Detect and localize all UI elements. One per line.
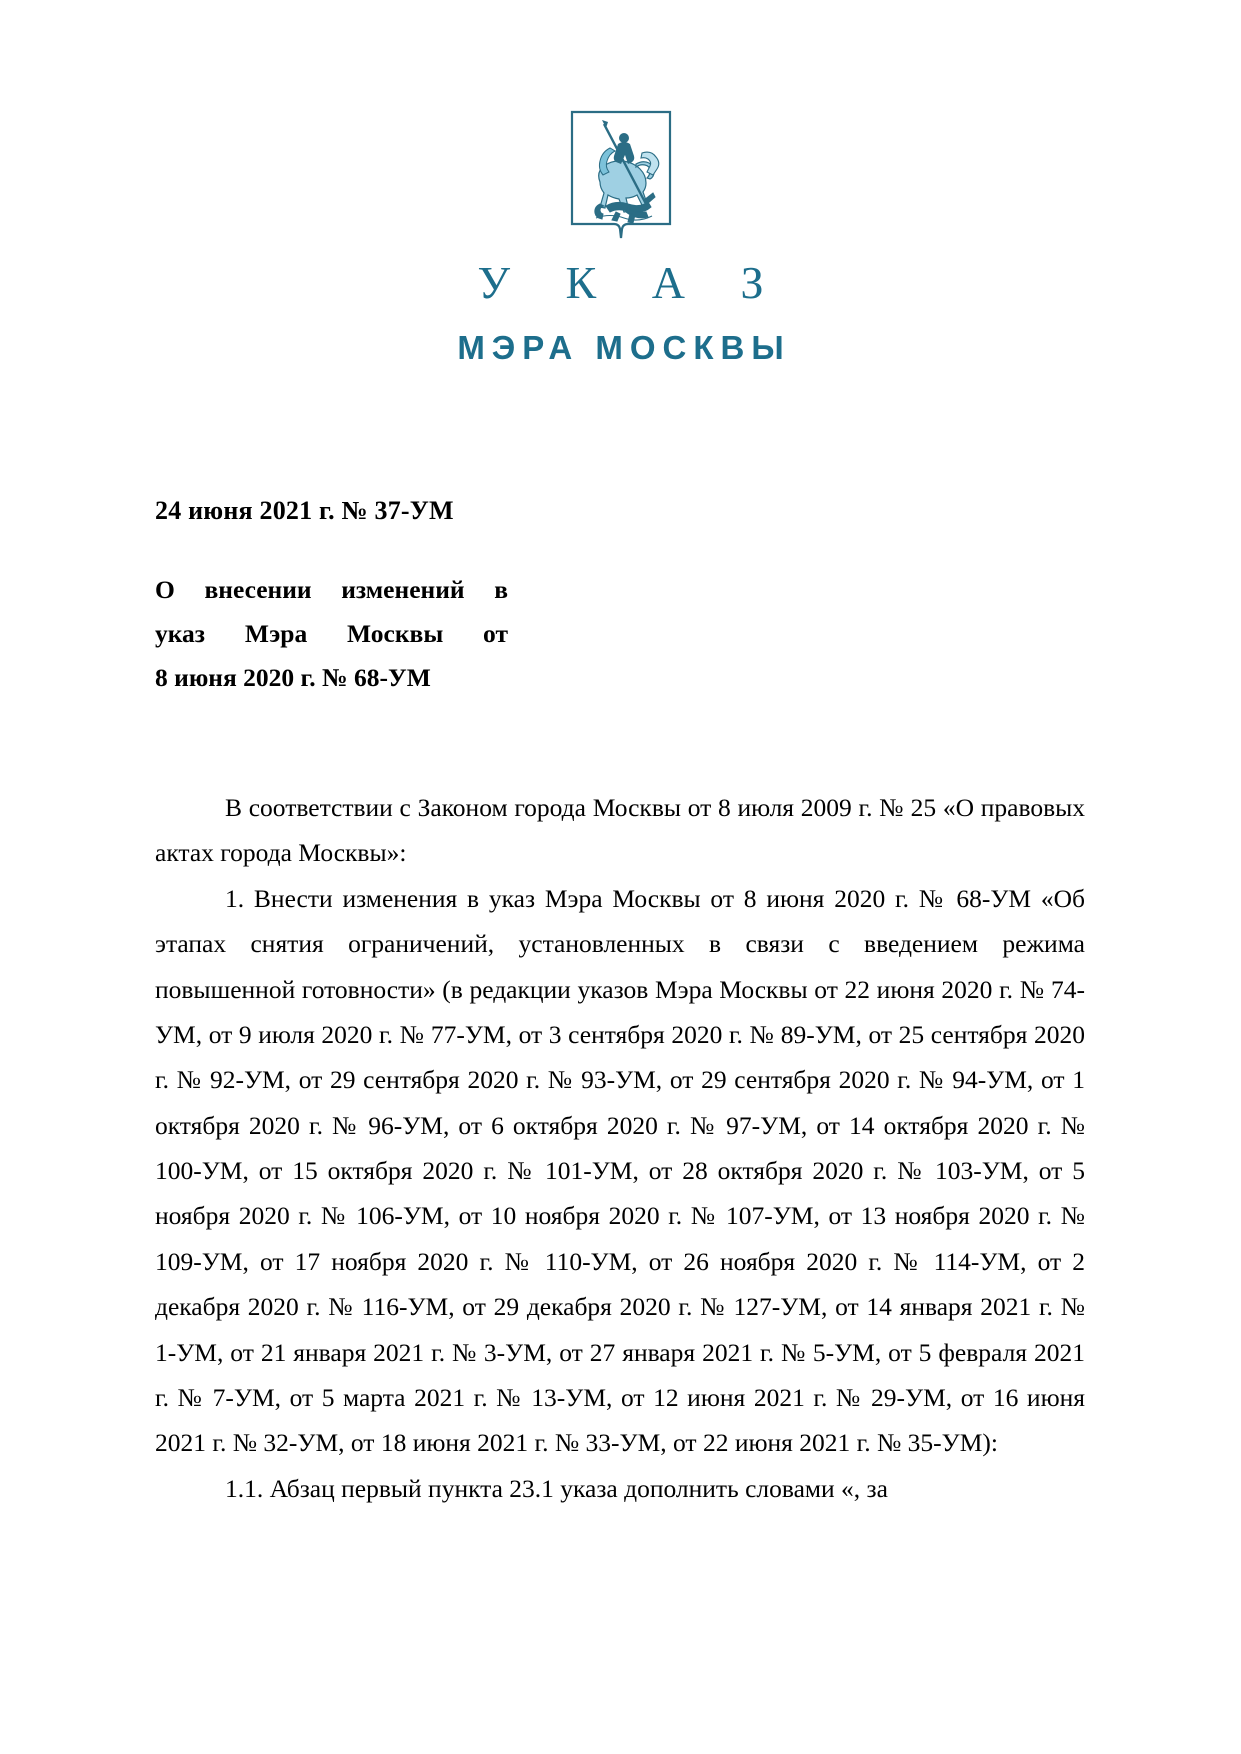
emblem-container	[0, 108, 1241, 256]
document-subject-line-3: 8 июня 2020 г. № 68-УМ	[155, 662, 431, 692]
body-paragraph-1: 1. Внести изменения в указ Мэра Москвы от 8 июня 2020 г. № 68-УМ «Об этапах снятия ограничений, установленных в связи с введением режима повышенной готовности» (в редакции указов Мэра Москвы от 22 июня 2020 г. № 74-УМ, от 9 июля 2020 г. № 77-УМ, от 3 сентября 2020 г. № 89-УМ, от 25 сентября 2020 г. № 92-УМ, от 29 сентября 2020 г. № 93-УМ, от 29 сентября 2020 г. № 94-УМ, от 1 октября 2020 г. № 96-УМ, от 6 октября 2020 г. № 97-УМ, от 14 октября 2020 г. № 100-УМ, от 15 октября 2020 г. № 101-УМ, от 28 октября 2020 г. № 103-УМ, от 5 ноября 2020 г. № 106-УМ, от 10 ноября 2020 г. № 107-УМ, от 13 ноября 2020 г. № 109-УМ, от 17 ноября 2020 г. № 110-УМ, от 26 ноября 2020 г. № 114-УМ, от 2 декабря 2020 г. № 116-УМ, от 29 декабря 2020 г. № 127-УМ, от 14 января 2021 г. № 1-УМ, от 21 января 2021 г. № 3-УМ, от 27 января 2021 г. № 5-УМ, от 5 февраля 2021 г. № 7-УМ, от 5 марта 2021 г. № 13-УМ, от 12 июня 2021 г. № 29-УМ, от 16 июня 2021 г. № 32-УМ, от 18 июня 2021 г. № 33-УМ, от 22 июня 2021 г. № 35-УМ):	[155, 883, 1085, 1458]
document-body	[155, 785, 1085, 1511]
document-issuer-title: МЭРА МОСКВЫ	[457, 329, 791, 366]
document-subject-line-1: О внесении изменений в	[155, 575, 508, 604]
document-subject	[155, 568, 508, 700]
body-item-1-1: 1.1. Абзац первый пункта 23.1 указа дополнить словами «, за	[225, 1473, 888, 1503]
moscow-coat-of-arms-icon	[566, 108, 676, 256]
document-date-number: 24 июня 2021 г. № 37-УМ	[155, 496, 454, 525]
document-subject-line-2: указ Мэра Москвы от	[155, 618, 508, 648]
body-preamble: В соответствии с Законом города Москвы от 8 июля 2009 г. № 25 «О правовых актах города Москвы»:	[155, 793, 1085, 868]
document-kind-title: У К А З	[477, 257, 786, 308]
